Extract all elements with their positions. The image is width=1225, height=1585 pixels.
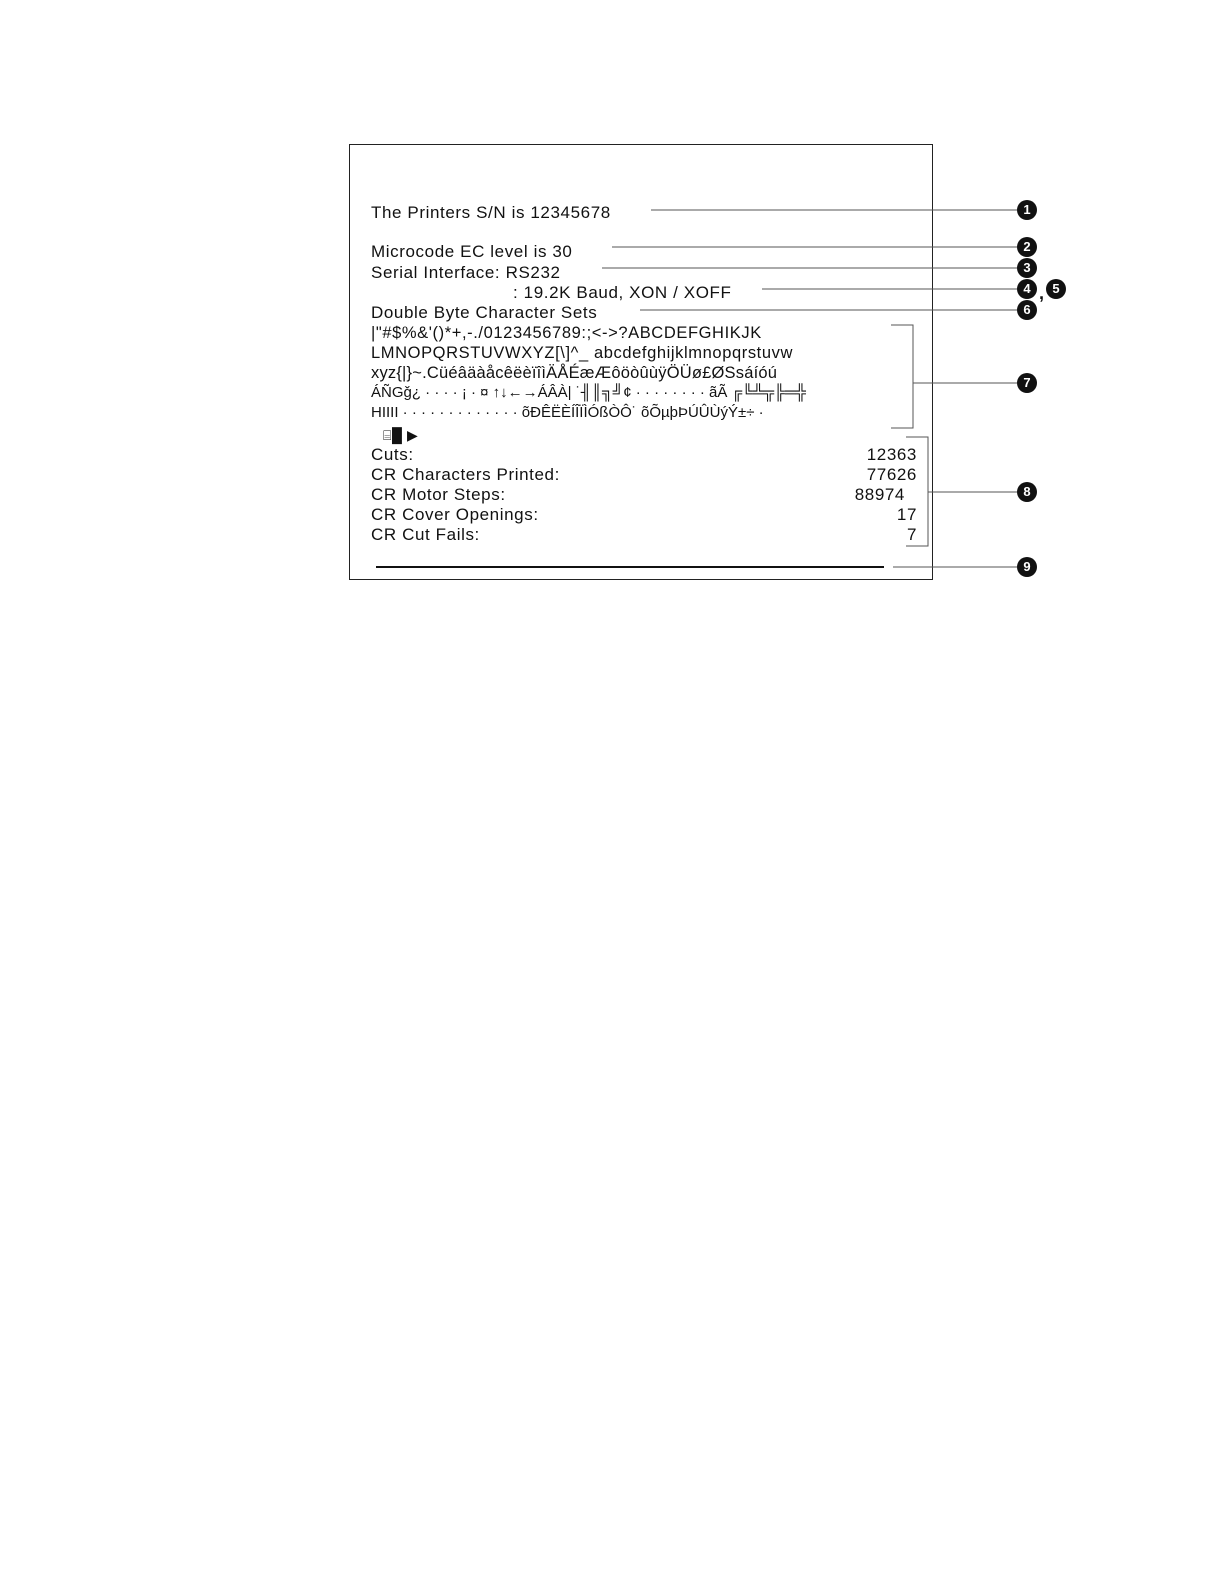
- counter-value: 88974: [854, 485, 905, 504]
- callout-5: 5: [1046, 279, 1066, 299]
- charset-line-5: HIIII · · · · · · · · · · · · · õĐÊËÈÍÎÏÌÓßÒÔ˙ õÕµþÞÚÛÙýÝ±÷ ·: [371, 404, 764, 421]
- charset-line-1: |"#$%&'()*+,-./0123456789:;<->?ABCDEFGHIKJK: [371, 324, 762, 342]
- charset-line-2: LMNOPQRSTUVWXYZ[\]^_ abcdefghijklmnopqrstuvw: [371, 344, 794, 362]
- microcode-line: Microcode EC level is 30: [371, 242, 573, 261]
- serial-interface-line: Serial Interface: RS232: [371, 263, 561, 282]
- callout-3: 3: [1017, 258, 1037, 278]
- bracket-7: [891, 325, 913, 428]
- callout-6: 6: [1017, 300, 1037, 320]
- counter-label: CR Characters Printed:: [371, 465, 560, 484]
- counter-label: Cuts:: [371, 445, 414, 464]
- dbcs-line: Double Byte Character Sets: [371, 303, 598, 322]
- charset-line-3: xyz{|}~.CüéâäàåcêëèïîìÄÅÉæÆôöòûùÿÖÜø£ØSsáíóú: [371, 364, 778, 382]
- symbol-line: ⌸█ ▶: [383, 427, 419, 443]
- callout-1: 1: [1017, 200, 1037, 220]
- counter-value: 17: [896, 505, 917, 524]
- callout-7: 7: [1017, 373, 1037, 393]
- callout-separator: ,: [1039, 283, 1045, 303]
- counter-value: 12363: [866, 445, 917, 464]
- callout-2: 2: [1017, 237, 1037, 257]
- callout-4: 4: [1017, 279, 1037, 299]
- counter-label: CR Motor Steps:: [371, 485, 506, 504]
- baud-line: : 19.2K Baud, XON / XOFF: [513, 283, 732, 302]
- charset-line-4: ÁÑGǧ¿ · · · · ¡ · ¤ ↑↓←→ÁÂÀ| ˙╢║╗╝¢ · · · · · · · · ãÃ ╔╚╩╦╠═╬: [371, 384, 806, 401]
- counter-value: 77626: [866, 465, 917, 484]
- counter-value: 7: [906, 525, 917, 544]
- bracket-8: [906, 437, 928, 546]
- callout-9: 9: [1017, 557, 1037, 577]
- serial-number-line: The Printers S/N is 12345678: [371, 203, 611, 222]
- counter-label: CR Cut Fails:: [371, 525, 480, 544]
- callout-8: 8: [1017, 482, 1037, 502]
- counter-label: CR Cover Openings:: [371, 505, 539, 524]
